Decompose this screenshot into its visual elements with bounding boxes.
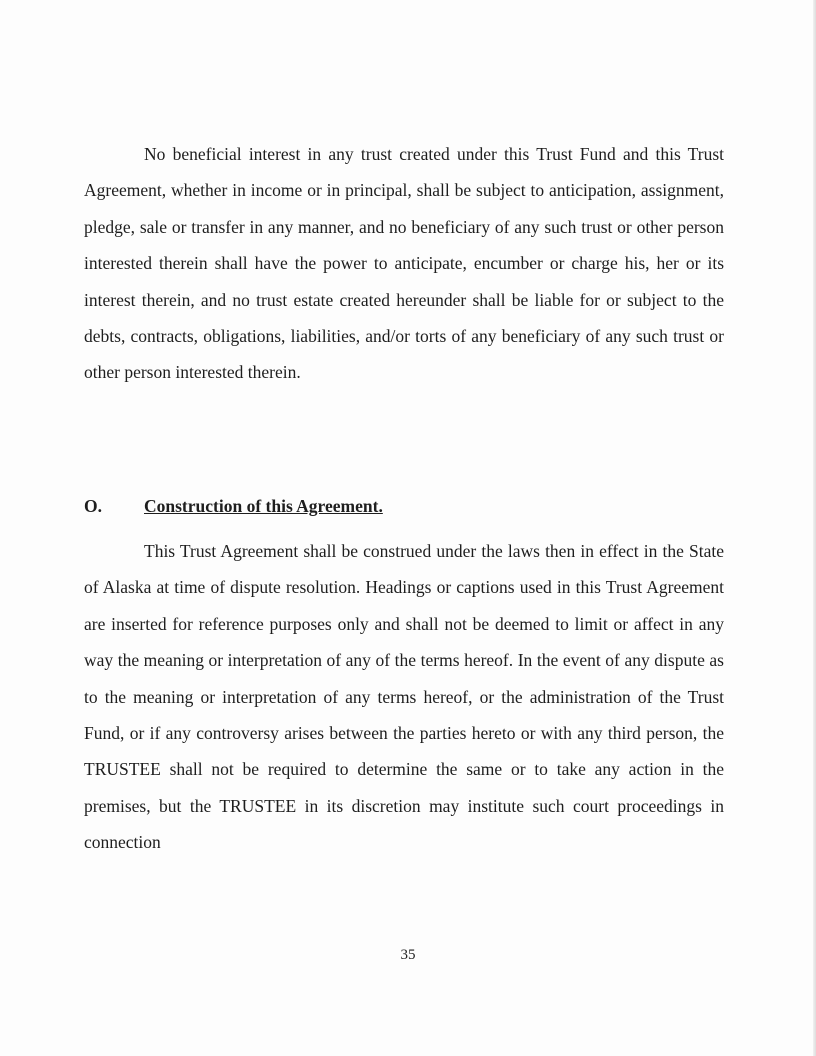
section-heading <box>84 494 383 518</box>
section-title: Construction of this Agreement. <box>144 496 383 516</box>
paragraph-spendthrift-provision: No beneficial interest in any trust created under this Trust Fund and this Trust Agreement, whether in income or in principal, shall be subject to anticipation, assignment, pledge, sale or transfer in any manner, and no beneficiary of any such trust or other person interested therein shall have the power to anticipate, encumber or charge his, her or its interest therein, and no trust estate created hereunder shall be liable for or subject to the debts, contracts, obligations, liabilities, and/or torts of any beneficiary of any such trust or other person interested therein. <box>84 144 724 383</box>
section-letter: O. <box>84 496 102 516</box>
paragraph-construction-of-agreement: This Trust Agreement shall be construed under the laws then in effect in the State of Alaska at time of dispute resolution. Headings or captions used in this Trust Agreement are inserted for reference purposes only and shall not be deemed to limit or affect in any way the meaning or interpretation of any of the terms hereof. In the event of any dispute as to the meaning or interpretation of any terms hereof, or the administration of the Trust Fund, or if any controversy arises between the parties hereto or with any third person, the TRUSTEE shall not be required to determine the same or to take any action in the premises, but the TRUSTEE in its discretion may institute such court proceedings in connection <box>84 541 724 853</box>
page-number: 35 <box>400 947 416 963</box>
